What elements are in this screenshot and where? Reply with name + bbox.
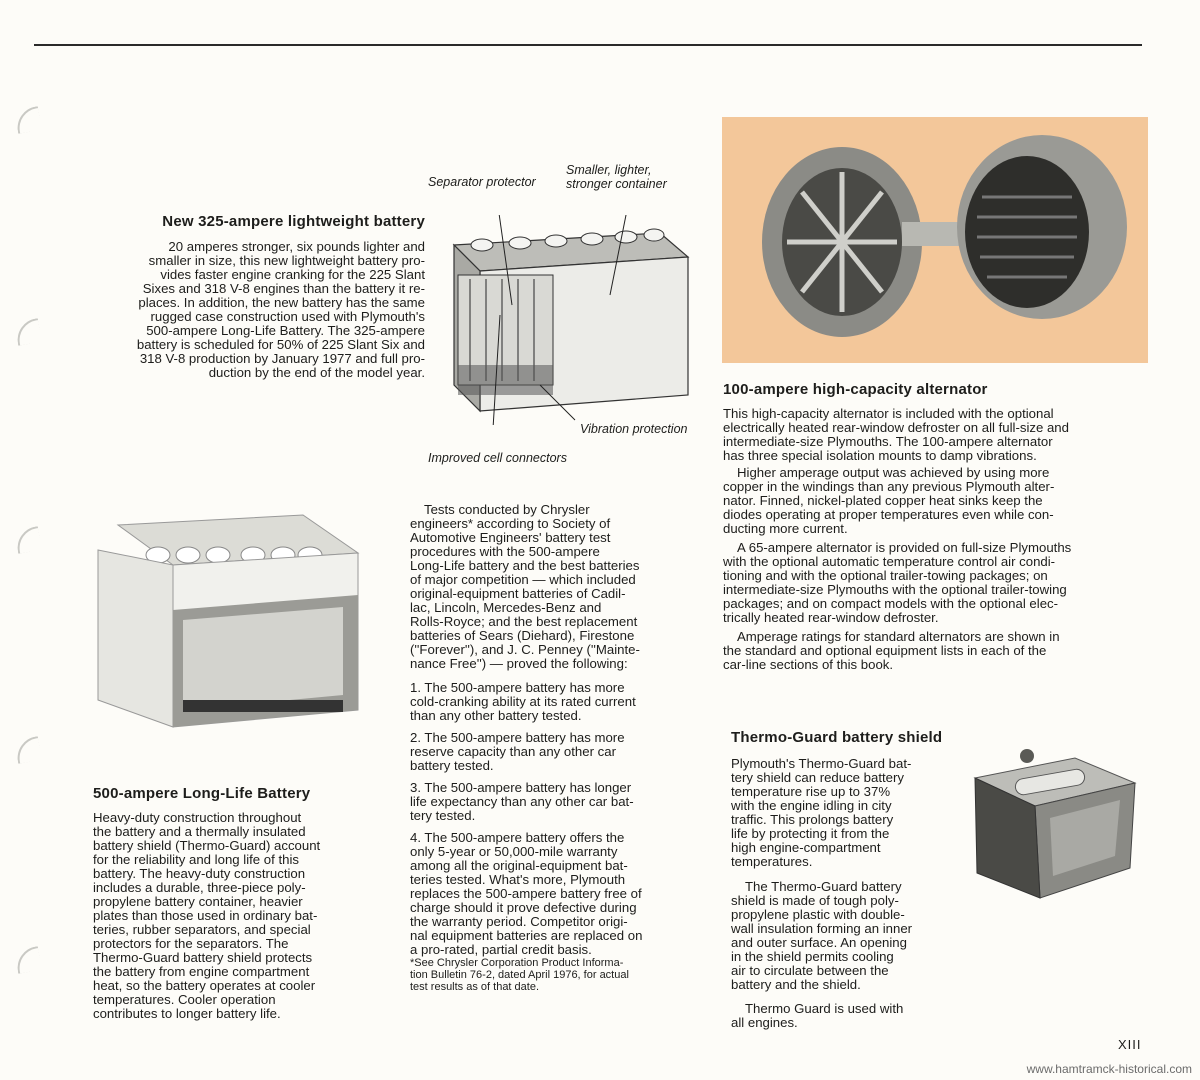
alternator-heading: 100-ampere high-capacity alternator: [723, 381, 988, 398]
thermo-guard-paragraph-3: Thermo Guard is used with all engines.: [731, 1001, 904, 1030]
thermo-guard-paragraph-2: The Thermo-Guard battery shield is made of tough poly- propylene plastic with double- wall insulation forming an inner and outer surface. An opening in the shield permits cooling air to circulate between the battery and the shield.: [731, 879, 913, 992]
vibration-protection-label: Vibration protection: [580, 422, 688, 436]
cell-connectors-label: Improved cell connectors: [428, 451, 567, 465]
binder-hole-mark: [14, 736, 42, 764]
binder-hole-mark: [14, 106, 42, 134]
thermo-guard-heading: Thermo-Guard battery shield: [731, 729, 943, 746]
battery-325-heading: New 325-ampere lightweight battery: [162, 213, 425, 230]
test-result-item: 1. The 500-ampere battery has more cold-cranking ability at its rated current than any other battery tested.: [410, 680, 636, 723]
alternator-paragraph-2: Higher amperage output was achieved by using more copper in the windings than any previous Plymouth alter- nator. Finned, nickel-plated copper heat sinks keep the diodes operating at proper temperatures even while con- ducting more current.: [723, 465, 1055, 536]
tests-footnote: *See Chrysler Corporation Product Informa- tion Bulletin 76-2, dated April 1976, for actual test results as of that date.: [410, 957, 629, 993]
test-result-item: 3. The 500-ampere battery has longer life expectancy than any other car bat- tery tested.: [410, 780, 634, 823]
alternator-photo: [722, 117, 1148, 363]
battery-500-body: Heavy-duty construction throughout the battery and a thermally insulated battery shield (Thermo-Guard) account for the reliability and long life of this battery. The heavy-duty construction includes a durable, three-piece poly- propylene battery container, heavier plates than those used in ordinary bat- teries, rubber separators, and special protectors for the separators. The Thermo-Guard battery shield protects the battery from engine compartment heat, so the battery operates at cooler temperatures. Cooler operation contributes to longer battery life.: [93, 810, 321, 1021]
thermo-guard-paragraph-1: Plymouth's Thermo-Guard bat- tery shield can reduce battery temperature rise up to 37% with the engine idling in city traffic. This prolongs battery life by protecting it from the high engine-compartment temperatures.: [731, 756, 912, 869]
binder-hole-mark: [14, 318, 42, 346]
tests-intro: Tests conducted by Chrysler engineers* according to Society of Automotive Engineers' battery test procedures with the 500-ampere Long-Life battery and the best batteries of major competition — which included original-equipment batteries of Cadil- lac, Lincoln, Mercedes-Benz and Rolls-Royce; and the best replacement batteries of Sears (Diehard), Firestone (''Forever''), and J. C. Penney (''Mainte- nance Free'') — proved the following:: [410, 502, 640, 671]
top-rule: [34, 44, 1142, 46]
separator-protector-label: Separator protector: [428, 175, 536, 189]
container-label: Smaller, lighter, stronger container: [566, 163, 667, 191]
long-life-battery-photo: [88, 495, 378, 735]
tests-column: [410, 503, 710, 993]
binder-hole-mark: [14, 526, 42, 554]
test-result-item: 2. The 500-ampere battery has more reserve capacity than any other car battery tested.: [410, 730, 625, 773]
watermark: www.hamtramck-historical.com: [1026, 1062, 1192, 1076]
battery-325-body: 20 amperes stronger, six pounds lighter and smaller in size, this new lightweight battery pro- vides faster engine cranking for the 225 Slant Sixes and 318 V-8 engines than the battery it re- places. In addition, the new battery has the same rugged case construction used with Plymouth's 500-ampere Long-Life Battery. The 325-ampere battery is scheduled for 50% of 225 Slant Six and 318 V-8 production by January 1977 and full pro- duction by the end of the model year.: [136, 239, 425, 380]
test-result-item: 4. The 500-ampere battery offers the only 5-year or 50,000-mile warranty among all the original-equipment bat- teries tested. What's more, Plymouth replaces the 500-ampere battery free of charge should it prove defective during the warranty period. Competitor origi- nal equipment batteries are replaced on a pro-rated, partial credit basis.: [410, 830, 643, 957]
battery-cutaway-diagram: [440, 215, 700, 425]
binder-hole-mark: [14, 946, 42, 974]
page-number: XIII: [1118, 1037, 1142, 1052]
alternator-paragraph-4: Amperage ratings for standard alternators are shown in the standard and optional equipment lists in each of the car-line sections of this book.: [723, 629, 1060, 672]
alternator-paragraph-3: A 65-ampere alternator is provided on full-size Plymouths with the optional automatic temperature control air condi- tioning and with the optional trailer-towing packages; on intermediate-size Plymouths with the optional trailer-towing packages; and on compact models with the optional elec- trically heated rear-window defroster.: [723, 540, 1072, 625]
battery-500-heading: 500-ampere Long-Life Battery: [93, 785, 311, 802]
alternator-paragraph-1: This high-capacity alternator is included with the optional electrically heated rear-window defroster on all full-size and intermediate-size Plymouths. The 100-ampere alternator has three special isolation mounts to damp vibrations.: [723, 406, 1069, 463]
thermo-guard-shield-photo: [955, 738, 1145, 913]
